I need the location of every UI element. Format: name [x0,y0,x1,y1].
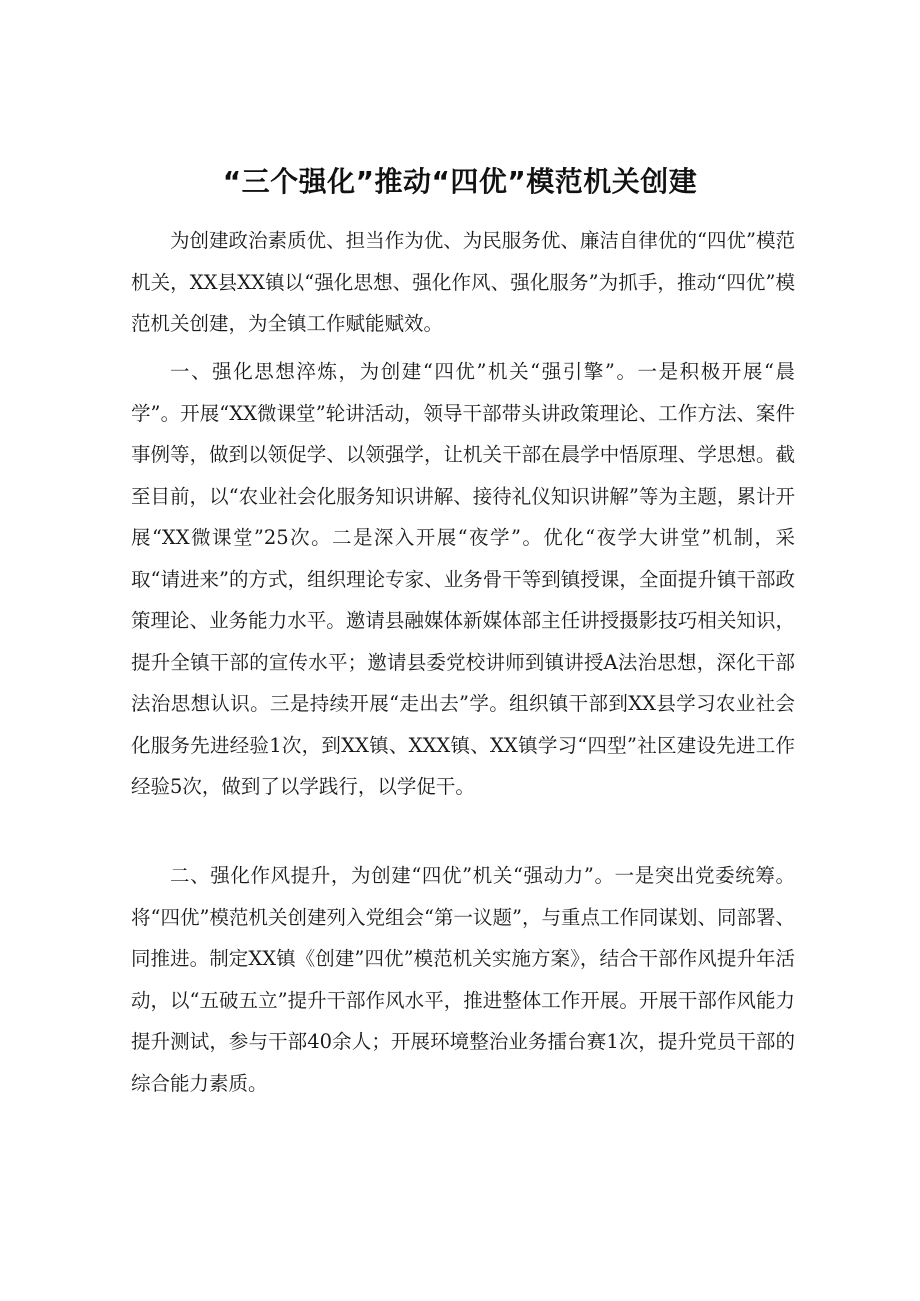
paragraph-intro: 为创建政治素质优、担当作为优、为民服务优、廉洁自律优的“四优”模范机关，XX县XX镇以“强化思想、强化作风、强化服务”为抓手，推动“四优”模范机关创建，为全镇工作赋能赋效。 [131,229,795,335]
paragraph-section-one: 一、强化思想淬炼，为创建“四优”机关“强引擎”。一是积极开展“晨学”。开展“XX微课堂”轮讲活动，领导干部带头讲政策理论、工作方法、案件事例等，做到以领促学、以领强学，让机关干部在晨学中悟原理、学思想。截至目前，以“农业社会化服务知识讲解、接待礼仪知识讲解”等为主题，累计开展“XX微课堂”25次。二是深入开展“夜学”。优化“夜学大讲堂”机制，采取“请进来”的方式，组织理论专家、业务骨干等到镇授课，全面提升镇干部政策理论、业务能力水平。邀请县融媒体新媒体部主任讲授摄影技巧相关知识，提升全镇干部的宣传水平；邀请县委党校讲师到镇讲授A法治思想，深化干部法治思想认识。三是持续开展“走出去”学。组织镇干部到XX县学习农业社会化服务先进经验1次，到XX镇、XXX镇、XX镇学习“四型”社区建设先进工作经验5次，做到了以学践行，以学促干。 [131,360,795,798]
document-title: “三个强化”推动“四优”模范机关创建 [222,165,698,198]
paragraph-section-two: 二、强化作风提升，为创建“四优”机关“强动力”。一是突出党委统筹。将“四优”模范机关创建列入党组会“第一议题”，与重点工作同谋划、同部署、同推进。制定XX镇《创建”四优”模范机关实施方案》，结合干部作风提升年活动，以“五破五立”提升干部作风水平，推进整体工作开展。开展干部作风能力提升测试，参与干部40余人；开展环境整治业务擂台赛1次，提升党员干部的综合能力素质。 [131,864,795,1095]
